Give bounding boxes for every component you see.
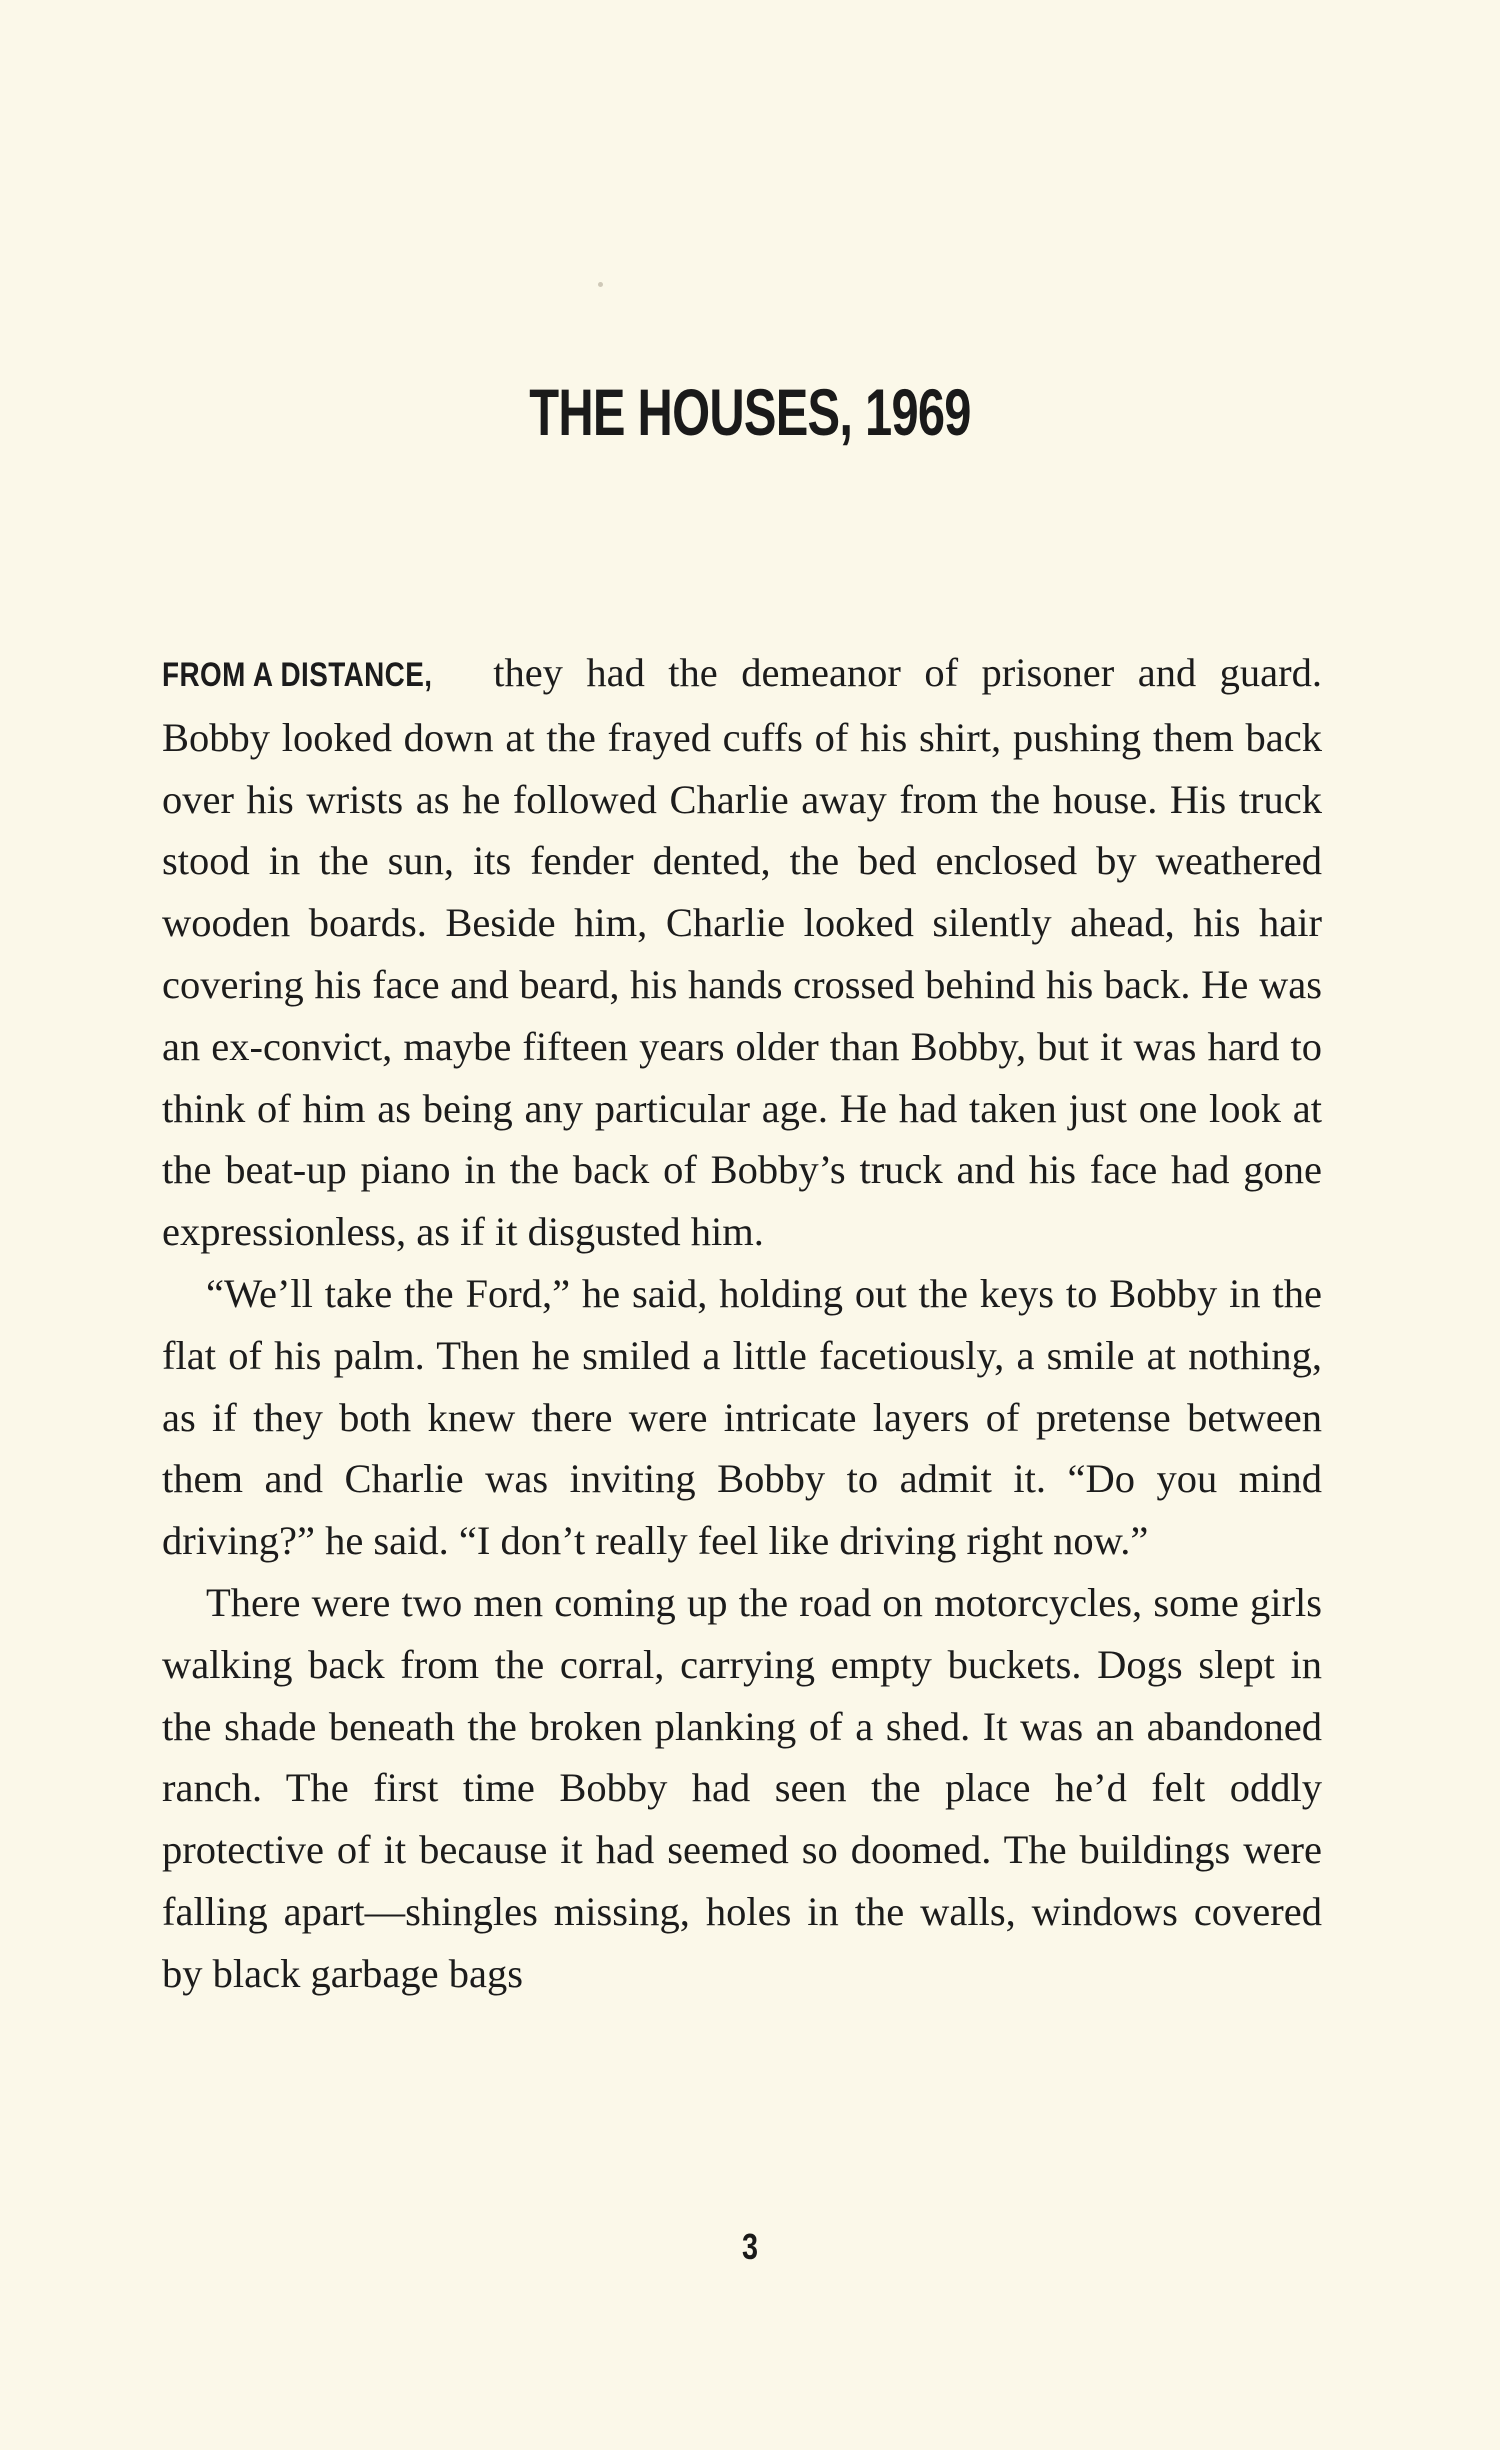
page-number: 3 <box>741 2226 759 2267</box>
paragraph-3: There were two men coming up the road on motorcycles, some girls walking back from the corral, carrying empty buckets. Dogs slept in the shade beneath the broken planking of a shed. It was an abandoned ranch. The first time Bobby had seen the place he’d felt oddly protective of it because it had seemed so doomed. The buildings were falling apart—shingles missing, holes in the walls, windows covered by black garbage bags <box>162 1579 1322 1996</box>
paper-speck <box>598 282 603 287</box>
chapter-title: THE HOUSES, 1969 <box>529 375 971 449</box>
paragraph-1 <box>162 642 1322 1263</box>
paragraph-1-text: they had the demeanor of prisoner and guard. Bobby looked down at the frayed cuffs of his shirt, pushing them back over his wrists as he followed Charlie away from the house. His truck stood in the sun, its fender dented, the bed enclosed by weathered wooden boards. Beside him, Charlie looked silently ahead, his hair covering his face and beard, his hands crossed behind his back. He was an ex-convict, maybe fifteen years older than Bobby, but it was hard to think of him as being any particular age. He had taken just one look at the beat-up piano in the back of Bobby’s truck and his face had gone expressionless, as if it disgusted him. <box>162 650 1322 1255</box>
lead-in-small-caps: FROM A DISTANCE, <box>162 656 433 694</box>
paragraph-2: “We’ll take the Ford,” he said, holding out the keys to Bobby in the flat of his palm. Then he smiled a little facetiously, a smile at nothing, as if they both knew there were intricate layers of pretense between them and Charlie was inviting Bobby to admit it. “Do you mind driving?” he said. “I don’t really feel like driving right now.” <box>162 1270 1322 1564</box>
chapter-body <box>162 642 1322 2005</box>
